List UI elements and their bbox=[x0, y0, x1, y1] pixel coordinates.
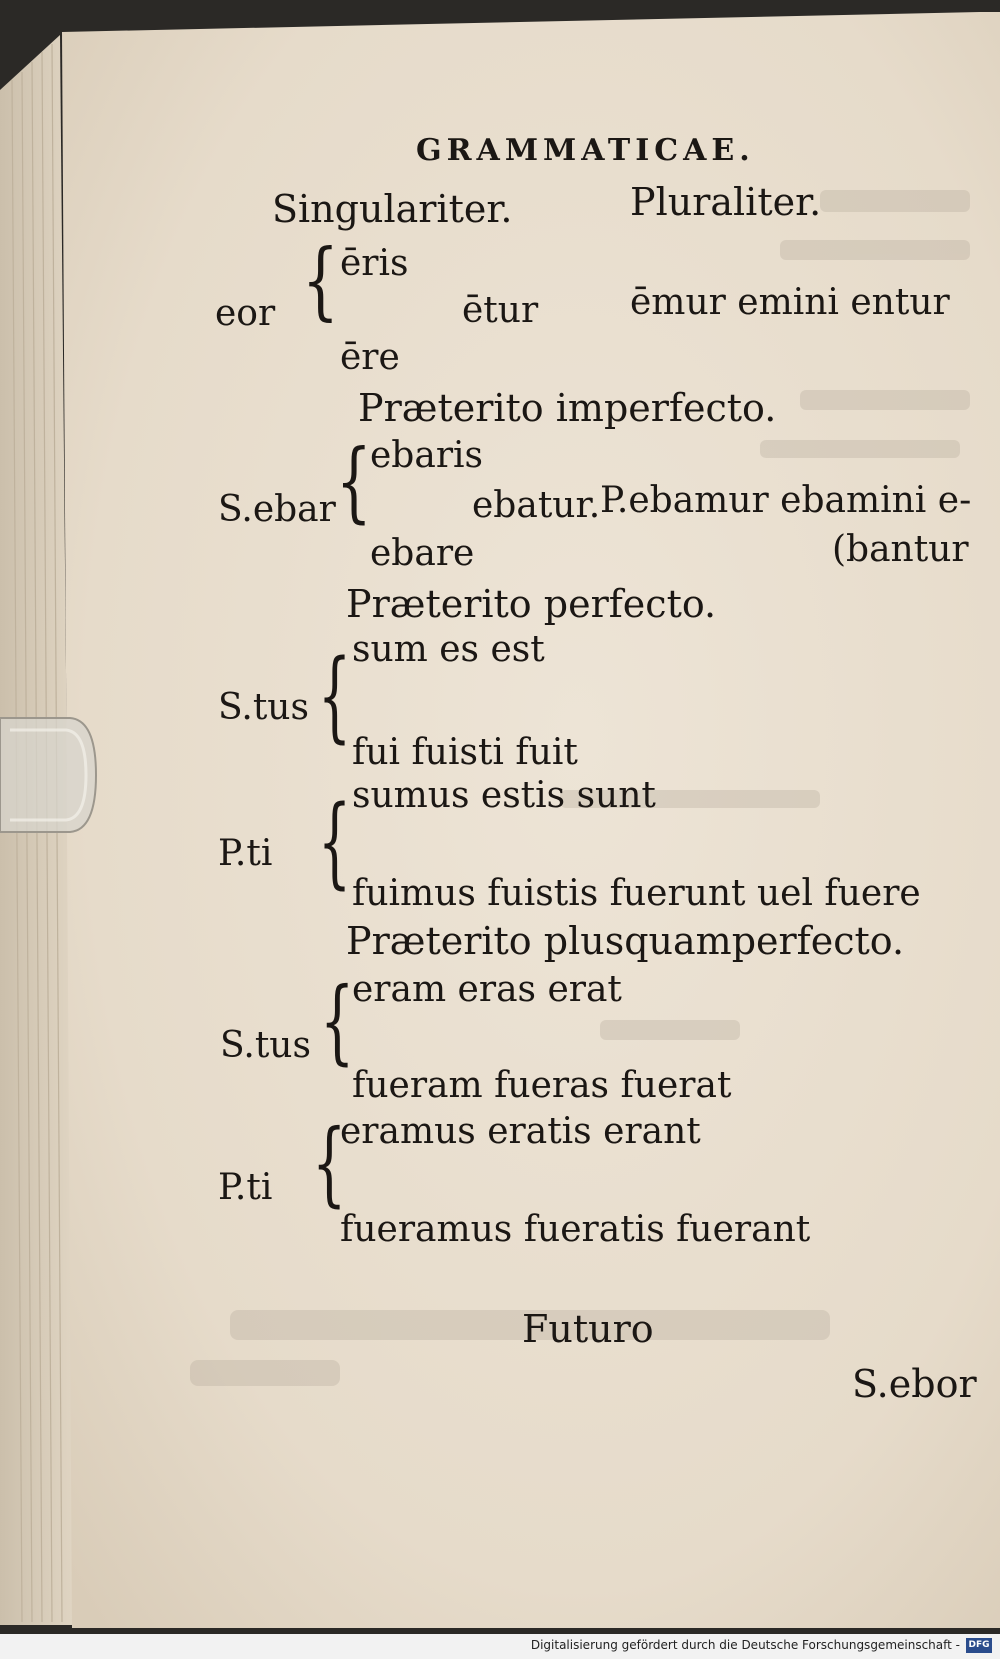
footer-credit-text: Digitalisierung gefördert durch die Deutsche Forschungsgemeinschaft - bbox=[530, 1638, 960, 1652]
column-header-plural: Pluraliter. bbox=[630, 180, 822, 224]
present-form-1: ēris bbox=[340, 243, 409, 284]
perfect-singular-form-1: sum es est bbox=[352, 629, 545, 670]
imperfect-plural-end: (bantur bbox=[832, 529, 969, 570]
perfect-plural-form-1: sumus estis sunt bbox=[352, 775, 656, 816]
brace-icon: { bbox=[336, 432, 372, 533]
brace-icon: { bbox=[320, 967, 355, 1075]
brace-icon: { bbox=[312, 1109, 347, 1217]
pluperfect-singular-form-1: eram eras erat bbox=[352, 969, 622, 1010]
present-third-singular: ētur bbox=[462, 290, 539, 331]
catchword: S.ebor bbox=[852, 1362, 977, 1406]
perfect-singular-stem: S.tus bbox=[218, 687, 309, 728]
imperfect-plural-start: P.ebamur ebamini e- bbox=[600, 480, 972, 521]
brace-icon: { bbox=[318, 786, 352, 901]
pluperfect-singular-stem: S.tus bbox=[220, 1025, 311, 1066]
perfect-heading: Præterito perfecto. bbox=[346, 582, 717, 626]
perfect-plural-form-2: fuimus fuistis fuerunt uel fuere bbox=[352, 873, 921, 914]
dfg-logo-icon: DFG bbox=[966, 1638, 992, 1653]
present-stem: eor bbox=[215, 293, 276, 334]
present-plural: ēmur emini entur bbox=[630, 282, 950, 323]
plastic-clip bbox=[0, 718, 96, 832]
pluperfect-plural-stem: P.ti bbox=[218, 1167, 273, 1208]
perfect-singular-form-2: fui fuisti fuit bbox=[352, 732, 578, 773]
imperfect-stem: S.ebar bbox=[218, 489, 336, 530]
pluperfect-plural-form-1: eramus eratis erant bbox=[340, 1111, 701, 1152]
pluperfect-plural-form-2: fueramus fueratis fuerant bbox=[340, 1209, 811, 1250]
imperfect-form-1: ebaris bbox=[370, 435, 484, 476]
digitization-footer bbox=[0, 1634, 1000, 1659]
column-header-singular: Singulariter. bbox=[272, 187, 513, 231]
pluperfect-heading: Præterito plusquamperfecto. bbox=[346, 919, 905, 963]
perfect-plural-stem: P.ti bbox=[218, 833, 273, 874]
present-form-2: ēre bbox=[340, 337, 400, 378]
imperfect-heading: Præterito imperfecto. bbox=[358, 386, 777, 430]
pluperfect-singular-form-2: fueram fueras fuerat bbox=[352, 1065, 732, 1106]
imperfect-form-2: ebare bbox=[370, 533, 475, 574]
brace-icon: { bbox=[302, 230, 339, 330]
future-heading: Futuro bbox=[522, 1307, 654, 1351]
running-header: GRAMMATICAE. bbox=[416, 133, 755, 168]
imperfect-third-singular: ebatur. bbox=[472, 485, 601, 526]
brace-icon: { bbox=[318, 640, 352, 755]
